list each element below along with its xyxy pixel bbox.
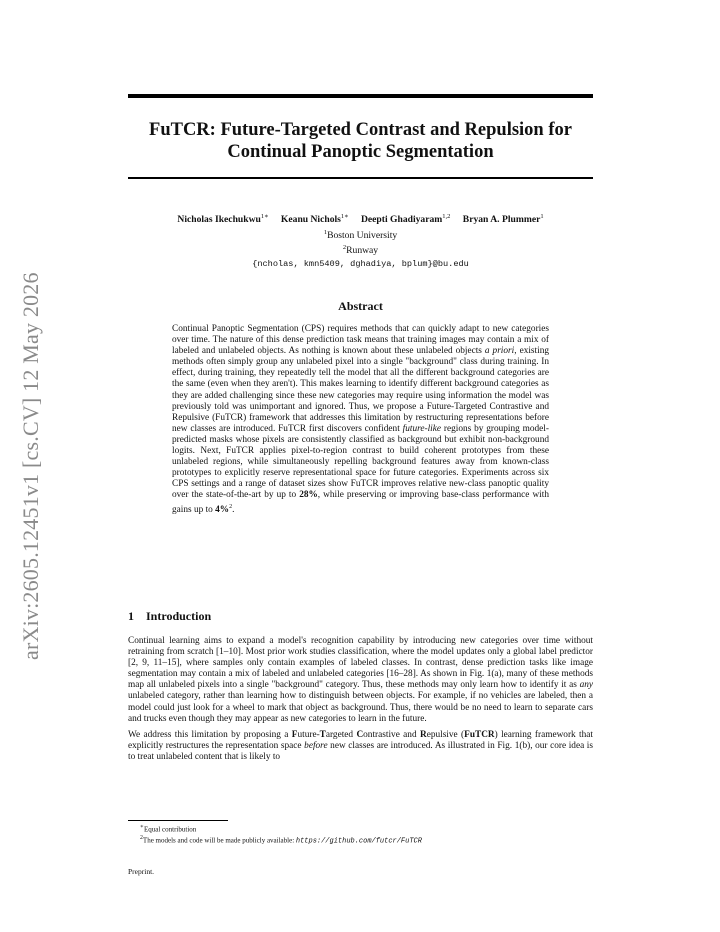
code-url-link[interactable]: https://github.com/futcr/FuTCR — [295, 837, 422, 846]
paper-title — [128, 119, 593, 163]
author-1: Nicholas Ikechukwu$^{1∗}$ — [177, 213, 269, 226]
section-heading-introduction: 1 Introduction — [128, 609, 212, 623]
author-3: Deepti Ghadiyaram$^{1,2}$ — [360, 213, 451, 226]
author-block — [128, 211, 593, 271]
abstract-heading: Abstract — [338, 299, 383, 313]
author-2: Keanu Nichols$^{1∗}$ — [280, 213, 349, 226]
introduction-body — [128, 636, 593, 768]
author-4: Bryan A. Plummer$^1$ — [462, 213, 544, 226]
affiliation-2: $^2$Runway — [342, 244, 379, 257]
footnote-rule — [128, 820, 228, 821]
footnote-1: ∗Equal contribution — [140, 824, 197, 834]
intro-paragraph-2: We address this limitation by proposing a Future-Targeted Contrastive and Repulsive (FuTCR) learning framework that explicitly restructures the representation space before new classes are introduced. As illustrated in Fig. 1(b), our core idea is to treat unlabeled content that is likely to — [128, 729, 594, 762]
title-bottom-rule — [128, 177, 593, 179]
footnotes — [140, 823, 595, 847]
affiliation-1: $^1$Boston University — [323, 228, 398, 241]
author-emails: {ncholas, kmn5409, dghadiya, bplum}@bu.edu — [252, 259, 469, 270]
title-line-1: FuTCR: Future-Targeted Contrast and Repulsion for — [149, 120, 572, 140]
preprint-label: Preprint. — [128, 867, 155, 876]
abstract-body: Continual Panoptic Segmentation (CPS) requires methods that can quickly adapt to new categories over time. The nature of this dense prediction task means that training images may contain a mix of labeled and unlabeled objects. As nothing is known about these unlabeled objects a priori, existing methods often simply group any unlabeled pixel into a single "background" class during training. In effect, during training, they repeatedly tell the model that all the different background categories are the same (even when they aren't). This makes learning to identify different background categories as they are added challenging since these new categories may require using information the model was previously told was unimportant and ignored. Thus, we propose a Future-Targeted Contrastive and Repulsive (FuTCR) framework that addresses this limitation by restructuring representations before new classes are introduced. FuTCR first discovers confident future-like regions by grouping model-predicted masks whose pixels are consistently classified as background but exhibit non-background logits. Next, FuTCR applies pixel-to-region contrast to build coherent prototypes from these unlabeled regions, while simultaneously repelling background features away from known-class prototypes to explicitly reserve representational space for future categories. Experiments across six CPS settings and a range of dataset sizes show FuTCR improves relative new-class panoptic quality over the state-of-the-art by up to 28%, while preserving or improving base-class performance with gains up to 4%$^2$. — [172, 324, 550, 515]
author-names — [128, 211, 593, 227]
title-top-rule — [128, 94, 593, 98]
title-line-2: Continual Panoptic Segmentation — [227, 142, 494, 162]
arxiv-identifier: arXiv:2605.12451v1 [cs.CV] 12 May 2026 — [18, 272, 43, 660]
intro-paragraph-1: Continual learning aims to expand a model's recognition capability by introducing new categories over time without retraining from scratch [1–10]. Most prior work studies classification, where the model updates only a global label predictor [2, 9, 11–15], where samples only contain examples of labeled classes. In contrast, dense prediction tasks like image segmentation may contain a mix of labeled and unlabeled categories [16–28]. As shown in Fig. 1(a), many of these methods map all unlabeled pixels into a single "background" category. Thus, these methods may only learn how to identify it as any unlabeled category, rather than learning how to distinguish between objects. For example, if no vehicles are labeled, then a model could just look for a wheel to mark that object as background. Thus, there would be no need to learn to separate cars and trucks even though they may appear as new categories to learn in the future. — [128, 636, 593, 724]
footnote-2: $^2$The models and code will be made publicly available: https://github.com/futcr/FuTCR — [140, 835, 422, 846]
